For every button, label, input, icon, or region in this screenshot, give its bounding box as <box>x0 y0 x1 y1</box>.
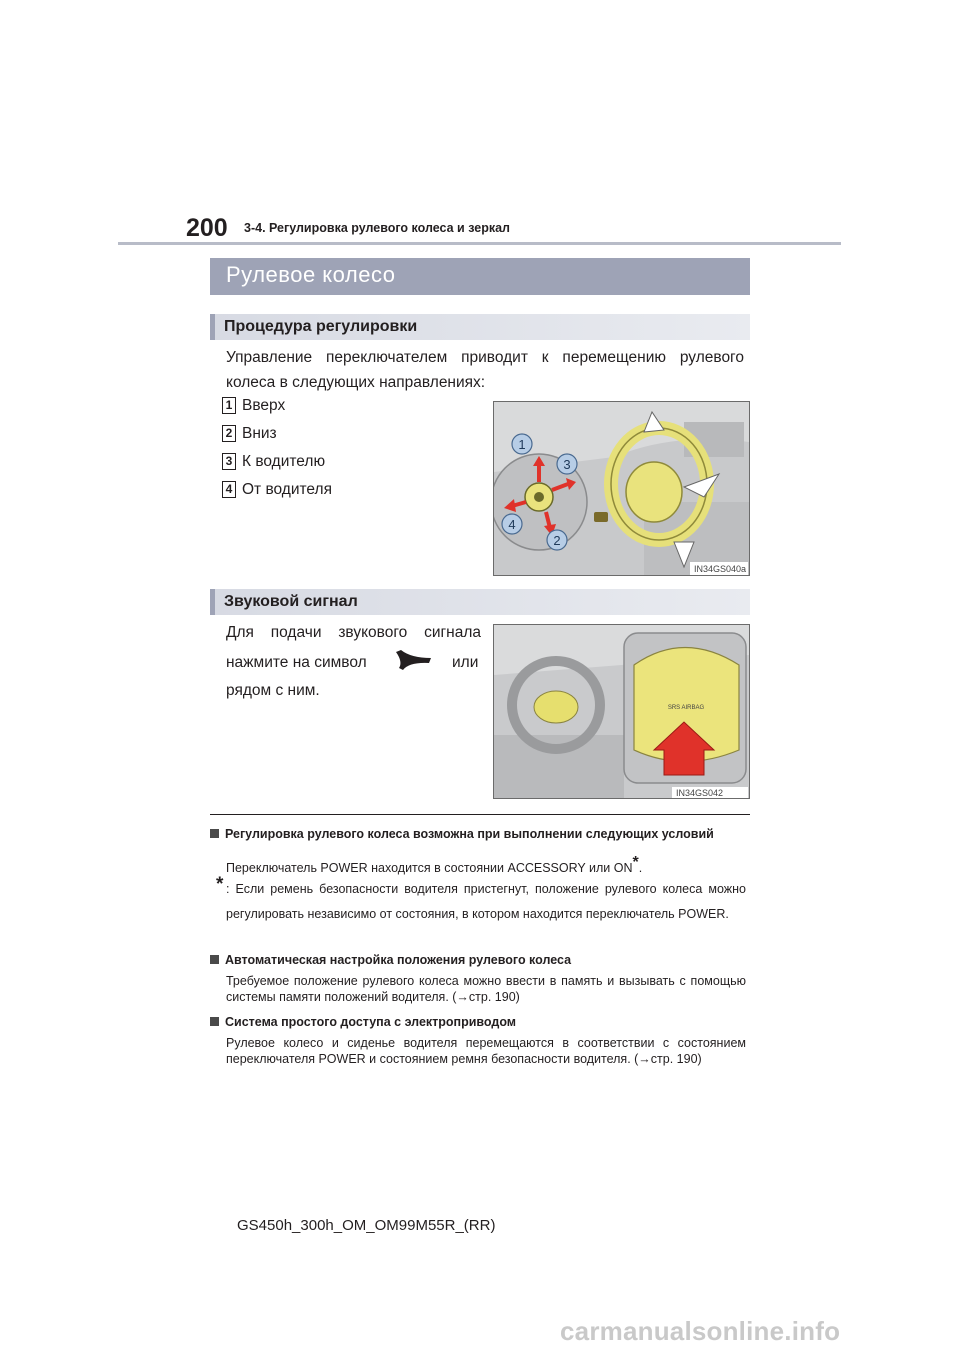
callout-3: 3 <box>563 457 571 472</box>
bullet-square-icon <box>210 955 219 964</box>
notes-divider <box>210 814 750 815</box>
adjust-intro-line2: колеса в следующих направлениях: <box>226 374 486 391</box>
callout-4: 4 <box>508 517 516 532</box>
note-star: * <box>632 853 639 871</box>
header-divider <box>118 242 841 245</box>
image-code: IN34GS042 <box>676 788 724 798</box>
note-heading-3 <box>210 1014 750 1030</box>
note-text-end: . <box>638 861 643 875</box>
callout-2: 2 <box>553 533 561 548</box>
steering-adjust-drawing <box>494 402 749 575</box>
list-item-number: 2 <box>222 425 236 442</box>
subsection-title-adjust: Процедура регулировки <box>224 318 418 335</box>
note-heading-text: Автоматическая настройка положения рулевого колеса <box>225 953 572 967</box>
chapter-title: 3-4. Регулировка рулевого колеса и зеркал <box>244 221 510 235</box>
list-item-number: 4 <box>222 481 236 498</box>
direction-list <box>222 397 482 512</box>
note-heading-text: Регулировка рулевого колеса возможна при выполнении следующих условий <box>225 827 714 841</box>
airbag-label: SRS AIRBAG <box>667 705 705 711</box>
footnote-1 <box>216 874 746 931</box>
note-heading-2 <box>210 952 750 968</box>
image-code: IN34GS040a <box>694 564 747 574</box>
section-title: Рулевое колесо <box>226 262 396 287</box>
footer-doc-code: GS450h_300h_OM_OM99M55R_(RR) <box>237 1217 496 1234</box>
note-heading-1 <box>210 826 750 842</box>
bullet-square-icon <box>210 1017 219 1026</box>
steering-adjust-illustration <box>493 401 750 576</box>
horn-text-line2b: или <box>452 654 479 671</box>
bullet-square-icon <box>210 829 219 838</box>
note-heading-text: Система простого доступа с электроприводом <box>225 1015 517 1029</box>
list-item-label: Вверх <box>242 397 286 414</box>
horn-text-line2a: нажмите на символ <box>226 654 367 671</box>
note-text-2: Требуемое положение рулевого колеса можно ввести в память и вызывать с помощью системы памяти положений водителя. (→стр. 190) <box>226 974 746 1004</box>
list-item-number: 1 <box>222 397 236 414</box>
page-number: 200 <box>186 214 228 242</box>
horn-text-line3: рядом с ним. <box>226 682 320 699</box>
list-item-label: От водителя <box>242 481 332 498</box>
horn-drawing <box>494 625 749 798</box>
footnote-text: : Если ремень безопасности водителя пристегнут, положение рулевого колеса можно регулировать независимо от состояния, в котором находится переключатель POWER. <box>226 882 746 921</box>
horn-icon <box>393 648 435 672</box>
note-text-1 <box>226 853 746 876</box>
horn-text-line1: Для подачи звукового сигнала <box>226 624 481 641</box>
footnote-mark: * <box>216 874 224 895</box>
list-item-label: Вниз <box>242 425 277 442</box>
list-item-label: К водителю <box>242 453 326 470</box>
note-text-main: Переключатель POWER находится в состоянии ACCESSORY или ON <box>226 861 633 875</box>
note-text-3: Рулевое колесо и сиденье водителя перемещаются в соответствии с состоянием переключателя POWER и состоянием ремня безопасности водителя. (→стр. 190) <box>226 1036 746 1066</box>
subsection-title-horn: Звуковой сигнал <box>224 593 358 610</box>
list-item-number: 3 <box>222 453 236 470</box>
adjust-intro-line1: Управление переключателем приводит к перемещению рулевого <box>226 349 744 366</box>
horn-illustration <box>493 624 750 799</box>
callout-1: 1 <box>518 437 526 452</box>
watermark: carmanualsonline.info <box>560 1316 841 1346</box>
